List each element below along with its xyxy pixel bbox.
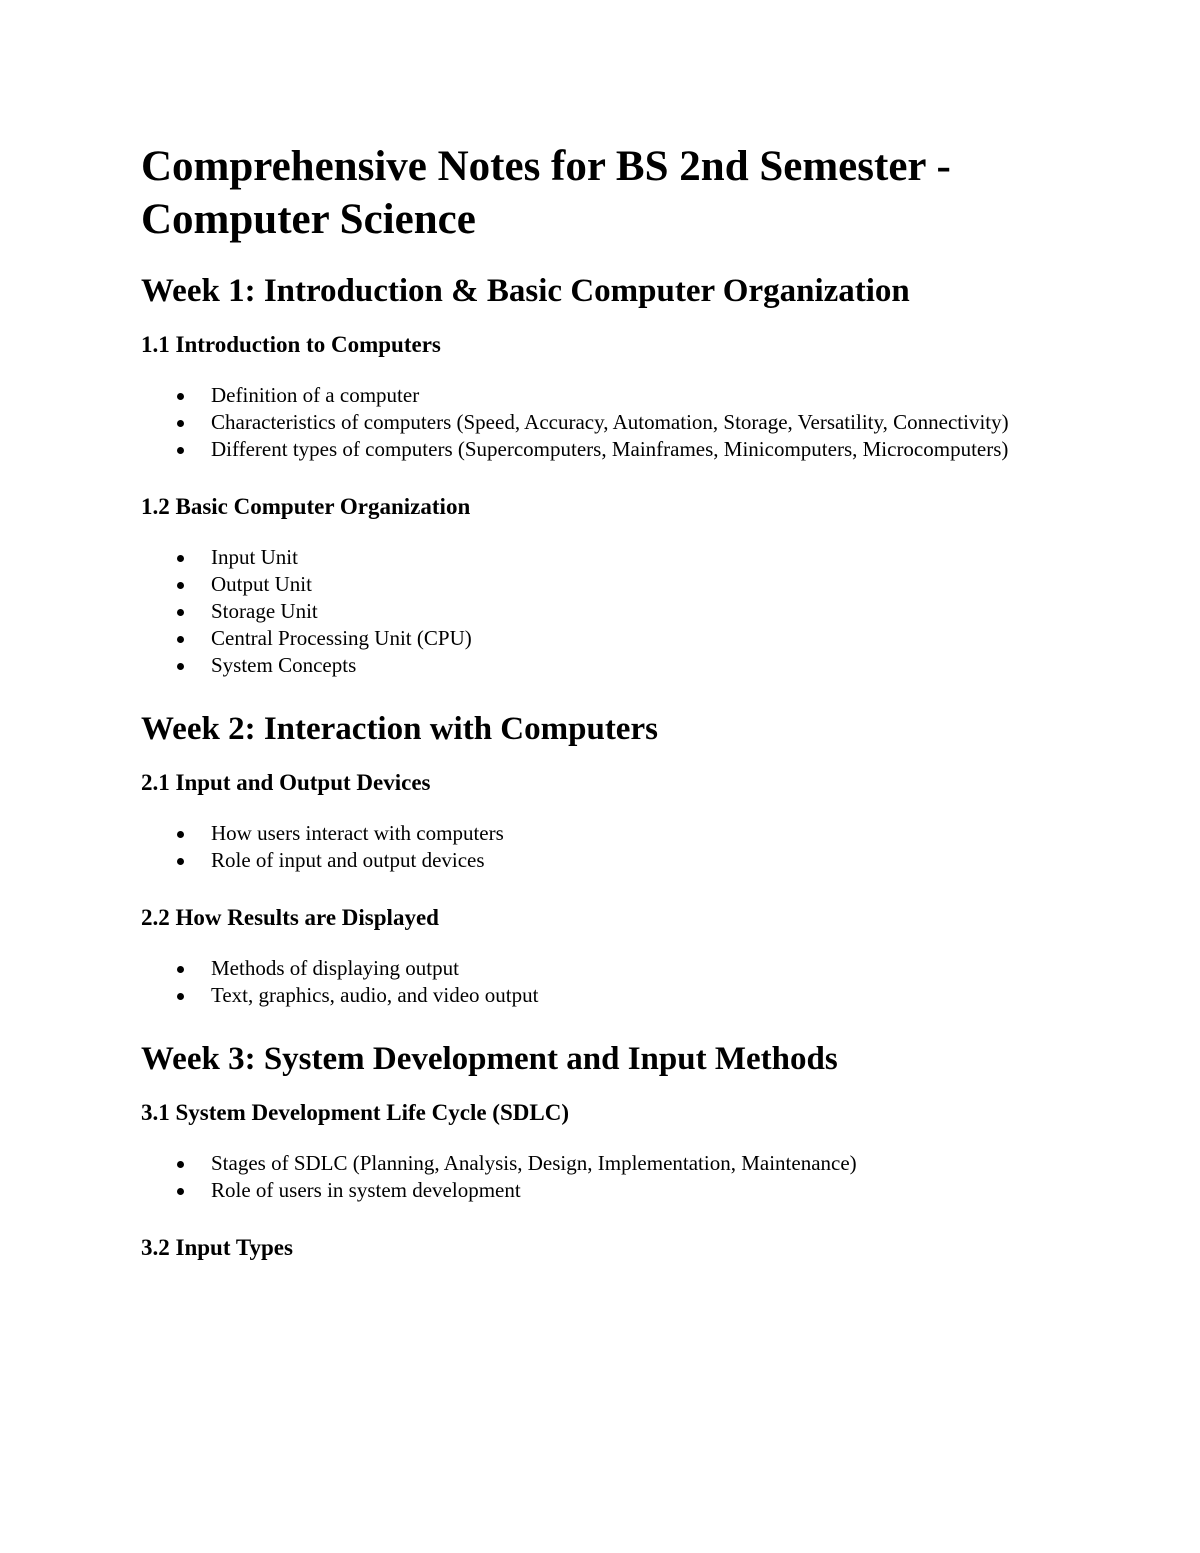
section-heading: 1.1 Introduction to Computers [141, 332, 441, 357]
list-item-text: Output Unit [211, 572, 312, 596]
bullet-icon [177, 609, 184, 616]
week-1-section [141, 271, 1061, 679]
list-item [141, 625, 1061, 652]
list-item-text: Different types of computers (Supercomputers, Mainframes, Minicomputers, Microcomputers) [211, 437, 1009, 461]
list-item [141, 1177, 1061, 1204]
bullet-icon [177, 966, 184, 973]
bullet-icon [177, 1161, 184, 1168]
bullet-icon [177, 858, 184, 865]
list-item-text: Role of users in system development [211, 1178, 521, 1202]
list-item-text: System Concepts [211, 653, 357, 677]
bullet-icon [177, 420, 184, 427]
bullet-icon [177, 636, 184, 643]
list-item-text: Text, graphics, audio, and video output [211, 983, 539, 1007]
list-item [141, 409, 1061, 436]
section-heading: 2.2 How Results are Displayed [141, 905, 439, 930]
week-2-section [141, 709, 1061, 1009]
section-heading: 1.2 Basic Computer Organization [141, 494, 471, 519]
bullet-icon [177, 582, 184, 589]
week-heading: Week 1: Introduction & Basic Computer Organization [141, 273, 910, 309]
list-item [141, 955, 1061, 982]
list-item-text: Input Unit [211, 545, 298, 569]
bullet-icon [177, 555, 184, 562]
list-item [141, 571, 1061, 598]
document-page [141, 140, 1061, 1285]
list-item [141, 847, 1061, 874]
list-item [141, 544, 1061, 571]
list-item [141, 982, 1061, 1009]
section-heading: 3.2 Input Types [141, 1235, 293, 1260]
list-item-text: Role of input and output devices [211, 848, 485, 872]
list-item-text: Stages of SDLC (Planning, Analysis, Design, Implementation, Maintenance) [211, 1151, 857, 1175]
bullet-icon [177, 447, 184, 454]
week-heading: Week 3: System Development and Input Methods [141, 1041, 838, 1077]
bullet-list [141, 544, 1061, 679]
list-item-text: How users interact with computers [211, 821, 504, 845]
bullet-icon [177, 993, 184, 1000]
section-heading: 3.1 System Development Life Cycle (SDLC) [141, 1100, 569, 1125]
list-item [141, 1150, 1061, 1177]
list-item-text: Storage Unit [211, 599, 318, 623]
week-3-section [141, 1039, 1061, 1262]
bullet-list [141, 1150, 1061, 1204]
list-item-text: Definition of a computer [211, 383, 420, 407]
bullet-list [141, 382, 1061, 463]
list-item [141, 382, 1061, 409]
list-item [141, 652, 1061, 679]
bullet-list [141, 955, 1061, 1009]
bullet-list [141, 820, 1061, 874]
list-item [141, 598, 1061, 625]
list-item-text: Characteristics of computers (Speed, Accuracy, Automation, Storage, Versatility, Connectivity) [211, 410, 1009, 434]
bullet-icon [177, 663, 184, 670]
section-heading: 2.1 Input and Output Devices [141, 770, 431, 795]
document-title: Comprehensive Notes for BS 2nd Semester - Computer Science [141, 143, 951, 243]
week-heading: Week 2: Interaction with Computers [141, 711, 658, 747]
list-item-text: Central Processing Unit (CPU) [211, 626, 472, 650]
list-item-text: Methods of displaying output [211, 956, 459, 980]
list-item [141, 436, 1061, 463]
bullet-icon [177, 831, 184, 838]
bullet-icon [177, 393, 184, 400]
bullet-icon [177, 1188, 184, 1195]
list-item [141, 820, 1061, 847]
